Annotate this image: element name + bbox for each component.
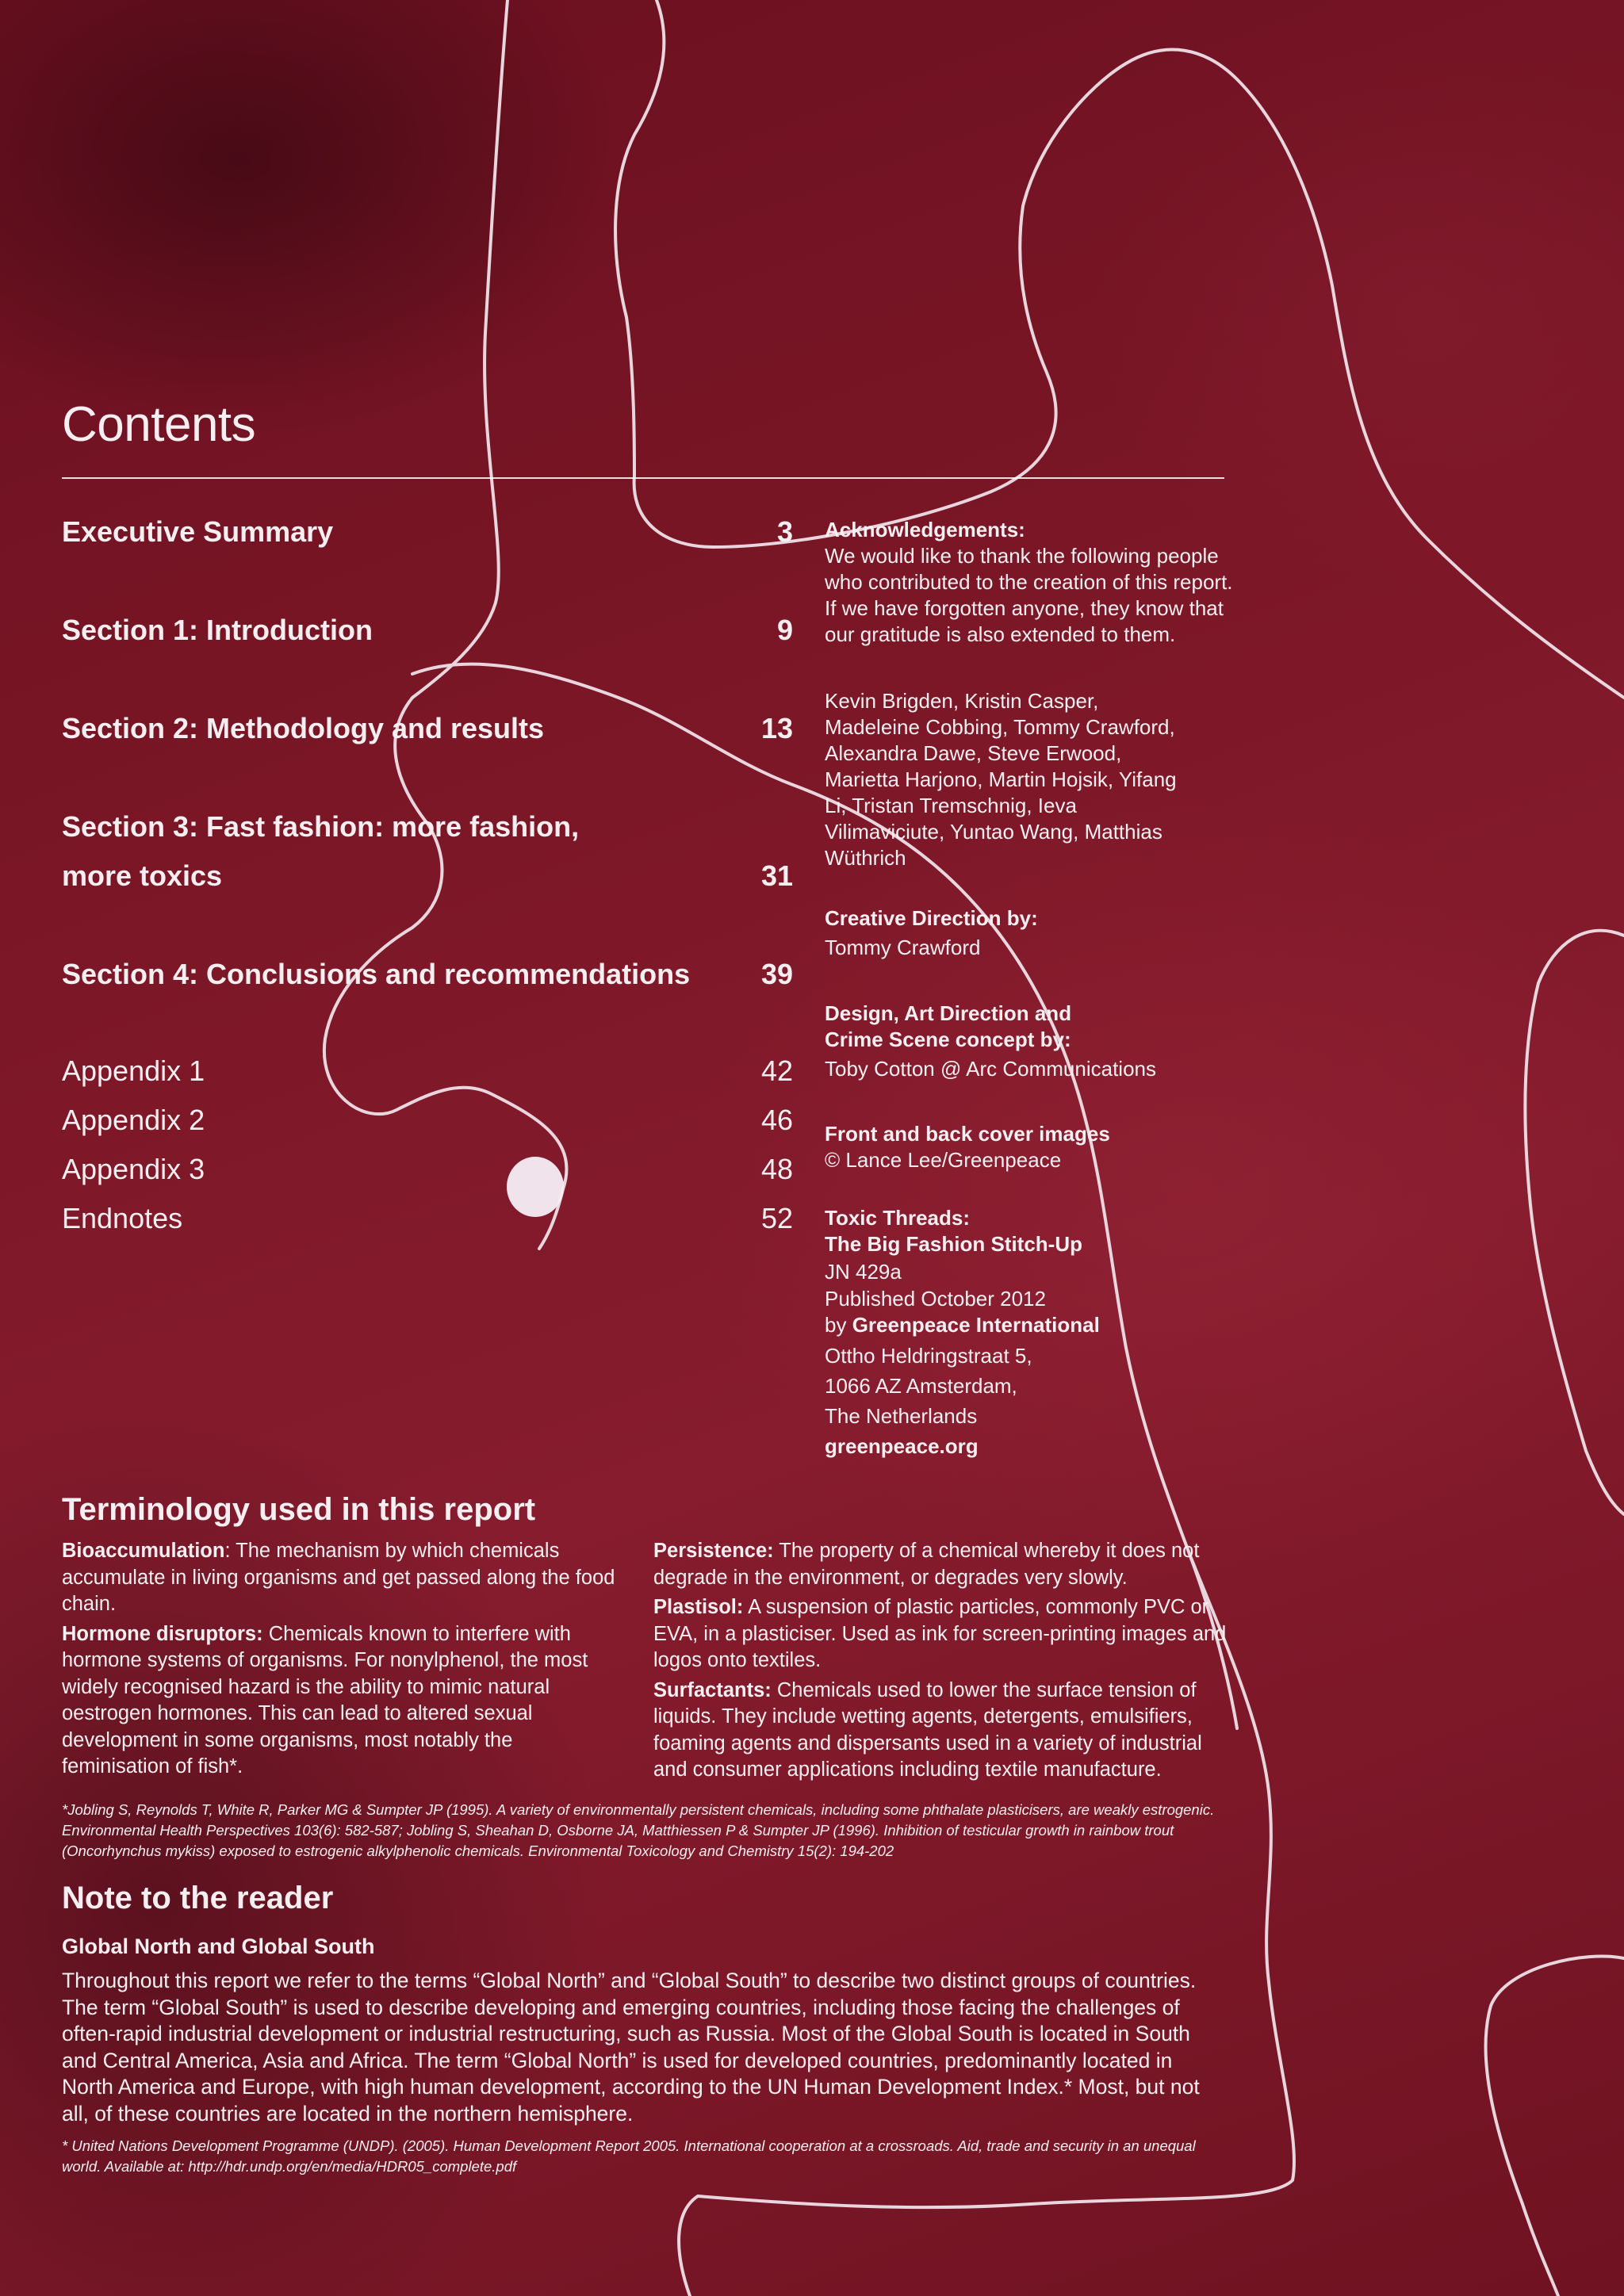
toc-entry-label-line: Section 3: Fast fashion: more fashion,: [62, 810, 580, 843]
note-subtitle: Global North and Global South: [62, 1934, 375, 1958]
design-heading-line: Crime Scene concept by:: [825, 1027, 1071, 1051]
terminology-left-column: [62, 1538, 617, 1784]
term-definition: The mechanism by which chemicals accumulate in living organisms and get passed along the food chain.: [62, 1540, 615, 1615]
toc-entry-label: Appendix 1: [62, 1054, 205, 1087]
term-name: Persistence:: [653, 1540, 774, 1562]
acknowledgements-heading: Acknowledgements:: [825, 518, 1025, 541]
toc-entry-section-2[interactable]: [62, 704, 793, 753]
toc-entry-page: 39: [760, 958, 793, 990]
toc-entry-page: 52: [760, 1202, 793, 1234]
creative-direction-block: [825, 905, 1237, 961]
note-footnote: * United Nations Development Programme (UNDP). (2005). Human Development Report 2005. International cooperation at a crossroads. Aid, trade and security in an unequal world. Available at: http://hdr.undp.org/en/media/HDR05_complete.pdf: [62, 2137, 1196, 2175]
toc-entry-appendix-1[interactable]: [62, 1047, 793, 1096]
terminology-title: Terminology used in this report: [62, 1492, 536, 1527]
term-entry: [62, 1621, 617, 1781]
toc-entry-label: Section 1: Introduction: [62, 614, 373, 646]
creative-direction-heading: Creative Direction by:: [825, 906, 1038, 930]
toc-entry-label: Section 2: Methodology and results: [62, 712, 545, 744]
term-entry: [653, 1538, 1231, 1591]
website-link[interactable]: greenpeace.org: [825, 1434, 979, 1458]
toc-entry-page: 3: [776, 515, 793, 548]
toc-entry-page: 46: [760, 1104, 793, 1136]
toc-entry-page: 48: [760, 1153, 793, 1185]
toc-entry-label: Endnotes: [62, 1202, 183, 1234]
note-title: Note to the reader: [62, 1881, 334, 1915]
terminology-footnote: *Jobling S, Reynolds T, White R, Parker MG & Sumpter JP (1995). A variety of environmentally persistent chemicals, including some phthalate plasticisers, are weakly estrogenic. Environmental Health Perspectives 103(6): 582-587; Jobling S, Sheahan D, Osborne JA, Matthiessen P & Sumpter JP (1996). Inhibition of testicular growth in rainbow trout (Oncorhynchus mykiss) exposed to estrogenic alkylphenolic chemicals. Environmental Toxicology and Chemistry 15(2): 194-202: [62, 1801, 1215, 1859]
toc-entry-label-line: more toxics: [62, 859, 223, 892]
term-entry: [653, 1678, 1231, 1784]
publication-title-line: Toxic Threads:: [825, 1206, 971, 1230]
toc-entry-appendix-3[interactable]: [62, 1145, 793, 1194]
cover-images-credit: © Lance Lee/Greenpeace: [825, 1148, 1062, 1172]
contents-divider: [62, 477, 1224, 479]
acknowledgements-text: We would like to thank the following people who contributed to the creation of this report. If we have forgotten anyone, they know that our gratitude is also extended to them.: [825, 544, 1233, 646]
design-name: Toby Cotton @ Arc Communications: [825, 1057, 1157, 1081]
publication-code: JN 429a: [825, 1260, 902, 1284]
toc-entry-label: Appendix 3: [62, 1153, 205, 1185]
address-line: Ottho Heldringstraat 5,: [825, 1344, 1032, 1368]
term-entry: [62, 1538, 617, 1618]
toc-entry-label: Section 4: Conclusions and recommendations: [62, 958, 691, 990]
cover-images-block: [825, 1121, 1237, 1173]
design-heading-line: Design, Art Direction and: [825, 1001, 1072, 1025]
term-definition: The property of a chemical whereby it does not degrade in the environment, or degrades very slowly.: [653, 1540, 1200, 1589]
creative-direction-name: Tommy Crawford: [825, 936, 981, 959]
address-line: The Netherlands: [825, 1404, 978, 1428]
cover-images-heading: Front and back cover images: [825, 1122, 1110, 1146]
toc-entry-page: 9: [776, 614, 793, 646]
term-separator: [772, 1679, 777, 1701]
term-definition: Chemicals known to interfere with hormone systems of organisms. For nonylphenol, the most widely recognised hazard is the ability to mimic natural oestrogen hormones. This can lead to altered sexual development in some organisms, most notably the feminisation of fish*.: [62, 1622, 588, 1777]
publication-date: Published October 2012: [825, 1287, 1046, 1311]
toc-entry-section-1[interactable]: [62, 606, 793, 655]
acknowledgements-block: [825, 517, 1237, 648]
term-name: Plastisol:: [653, 1596, 744, 1618]
publication-by-prefix: by: [825, 1313, 852, 1337]
toc-entry-executive-summary[interactable]: [62, 507, 793, 557]
address-line: 1066 AZ Amsterdam,: [825, 1374, 1017, 1398]
toc-entry-endnotes[interactable]: [62, 1194, 793, 1243]
toc-entry-appendix-2[interactable]: [62, 1096, 793, 1145]
term-definition: A suspension of plastic particles, commonly PVC or EVA, in a plasticiser. Used as ink for screen-printing images and logos onto textiles.: [653, 1596, 1227, 1671]
toc-entry-page: 42: [760, 1054, 793, 1087]
toc-entry-label: Appendix 2: [62, 1104, 205, 1136]
term-name: Surfactants:: [653, 1678, 772, 1701]
note-body: Throughout this report we refer to the terms “Global North” and “Global South” to describe two distinct groups of countries. The term “Global South” is used to describe developing and emerging countries, including those facing the challenges of often-rapid industrial development or industrial restructuring, such as Russia. Most of the Global South is located in South and Central America, Asia and Africa. The term “Global North” is used for developed countries, predominantly located in North America and Europe, with high human development, according to the UN Human Development Index.* Most, but not all, of these countries are located in the northern hemisphere.: [62, 1969, 1200, 2126]
publication-title-line: The Big Fashion Stitch-Up: [825, 1232, 1082, 1256]
toc-entry-page: 13: [760, 712, 793, 744]
publication-org: Greenpeace International: [852, 1313, 1100, 1337]
toc-entry-label: Executive Summary: [62, 515, 334, 548]
term-name: Bioaccumulation: [62, 1540, 225, 1562]
toc-entry-section-4[interactable]: [62, 950, 793, 999]
publication-by: [825, 1312, 1237, 1338]
toc-entry-label: [62, 802, 579, 901]
contents-title: Contents: [62, 397, 256, 452]
publication-block: [825, 1205, 1237, 1460]
design-block: [825, 1001, 1237, 1082]
contributors-list: Kevin Brigden, Kristin Casper, Madeleine Cobbing, Tommy Crawford, Alexandra Dawe, Steve Erwood, Marietta Harjono, Martin Hojsik, Yifang Li, Tristan Tremschnig, Ieva Vilimaviciute, Yuntao Wang, Matthias Wüthrich: [825, 689, 1177, 870]
toc-entry-section-3[interactable]: [62, 802, 793, 901]
term-entry: [653, 1594, 1231, 1674]
toc-entry-page: 31: [760, 859, 793, 892]
term-definition: Chemicals used to lower the surface tension of liquids. They include wetting agents, detergents, emulsifiers, foaming agents and dispersants used in a variety of industrial and consumer applications including textile manufacture.: [653, 1678, 1202, 1781]
term-separator: :: [224, 1540, 236, 1562]
term-name: Hormone disruptors:: [62, 1622, 263, 1645]
term-separator: [263, 1623, 269, 1645]
terminology-right-column: [653, 1538, 1231, 1787]
